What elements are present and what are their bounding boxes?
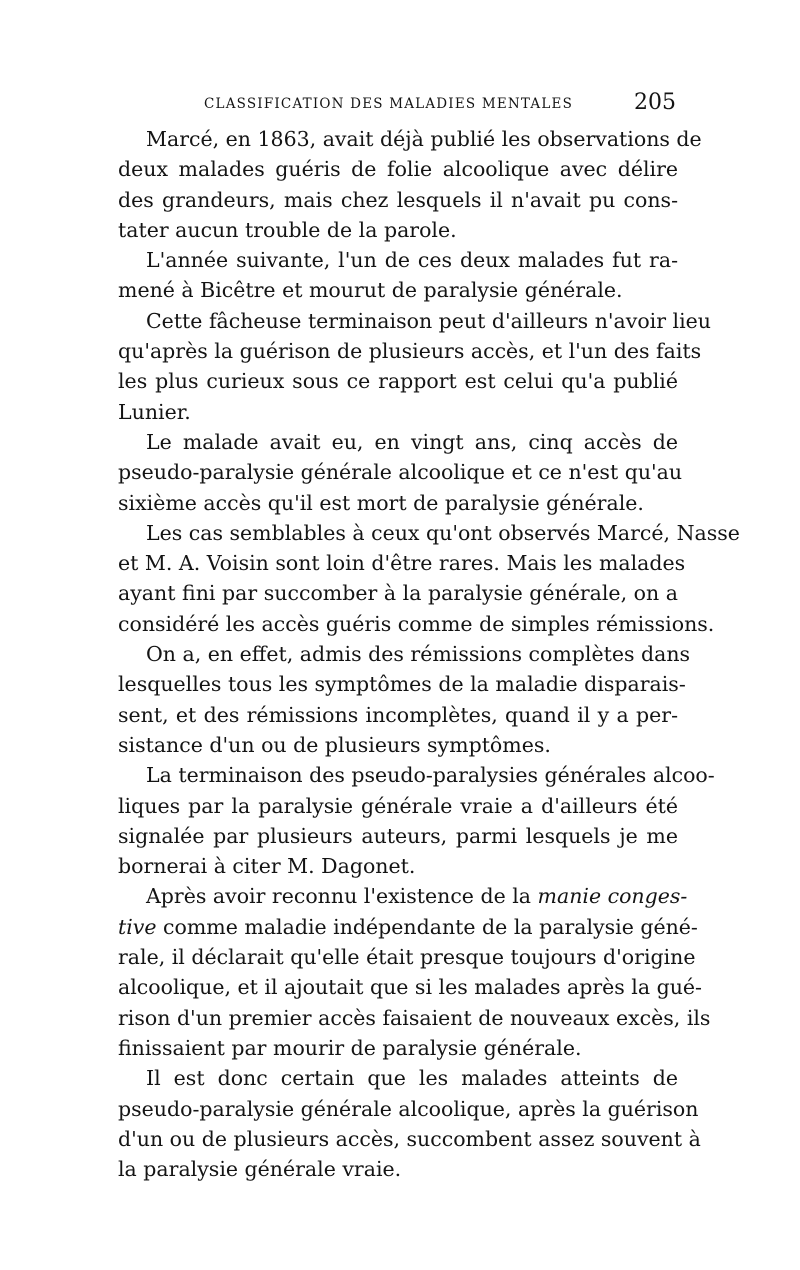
text-line: Les cas semblables à ceux qu'ont observés Marcé, Nasse — [146, 520, 740, 545]
text-line: liques par la paralysie générale vraie a d'ailleurs été — [118, 793, 678, 818]
text-line: bornerai à citer M. Dagonet. — [118, 854, 416, 879]
text-run: Après avoir reconnu l'existence de la — [146, 884, 538, 909]
text-line: L'année suivante, l'un de ces deux malades fut ra- — [146, 248, 678, 273]
text-line: sent, et des rémissions incomplètes, quand il y a per- — [118, 702, 678, 727]
running-title: CLASSIFICATION DES MALADIES MENTALES — [204, 96, 574, 112]
text-line: Le malade avait eu, en vingt ans, cinq accès de — [146, 429, 678, 454]
text-line: tater aucun trouble de la parole. — [118, 217, 457, 242]
text-line: la paralysie générale vraie. — [118, 1157, 402, 1182]
text-line: rison d'un premier accès faisaient de nouveaux excès, ils — [118, 1005, 711, 1030]
text-line: qu'après la guérison de plusieurs accès, et l'un des faits — [118, 339, 702, 364]
text-run: comme maladie indépendante de la paralysie géné- — [156, 914, 698, 939]
text-line: Lunier. — [118, 399, 191, 424]
text-line: signalée par plusieurs auteurs, parmi lesquels je me — [118, 823, 678, 848]
page-number: 205 — [634, 90, 676, 115]
text-line: d'un ou de plusieurs accès, succombent assez souvent à — [118, 1126, 701, 1151]
italic-run: manie conges- — [537, 884, 688, 909]
text-line — [118, 912, 698, 942]
text-line: et M. A. Voisin sont loin d'être rares. Mais les malades — [118, 551, 686, 576]
text-line: sistance d'un ou de plusieurs symptômes. — [118, 732, 551, 757]
text-line: les plus curieux sous ce rapport est celui qu'a publié — [118, 369, 678, 394]
running-head — [118, 92, 678, 122]
text-line: deux malades guéris de folie alcoolique avec délire — [118, 157, 678, 182]
text-line: alcoolique, et il ajoutait que si les malades après la gué- — [118, 975, 702, 1000]
text-line: finissaient par mourir de paralysie générale. — [118, 1035, 582, 1060]
text-line — [118, 881, 688, 911]
text-line: Cette fâcheuse terminaison peut d'ailleurs n'avoir lieu — [146, 308, 712, 333]
text-line: sixième accès qu'il est mort de paralysie générale. — [118, 490, 644, 515]
text-line: On a, en effet, admis des rémissions complètes dans — [146, 642, 691, 667]
text-line: des grandeurs, mais chez lesquels il n'avait pu cons- — [118, 187, 678, 212]
text-line: pseudo-paralysie générale alcoolique et ce n'est qu'au — [118, 460, 683, 485]
text-line: considéré les accès guéris comme de simples rémissions. — [118, 611, 715, 636]
italic-run: tive — [118, 914, 157, 939]
text-line: lesquelles tous les symptômes de la maladie disparais- — [118, 672, 686, 697]
text-line: pseudo-paralysie générale alcoolique, après la guérison — [118, 1096, 699, 1121]
body-text — [118, 124, 740, 1184]
text-line: Il est donc certain que les malades atteints de — [146, 1066, 678, 1091]
text-line: rale, il déclarait qu'elle était presque toujours d'origine — [118, 945, 696, 970]
text-line: mené à Bicêtre et mourut de paralysie générale. — [118, 278, 623, 303]
text-line: ayant fini par succomber à la paralysie générale, on a — [118, 581, 678, 606]
text-line: La terminaison des pseudo-paralysies générales alcoo- — [146, 763, 715, 788]
text-line: Marcé, en 1863, avait déjà publié les observations de — [146, 127, 702, 151]
